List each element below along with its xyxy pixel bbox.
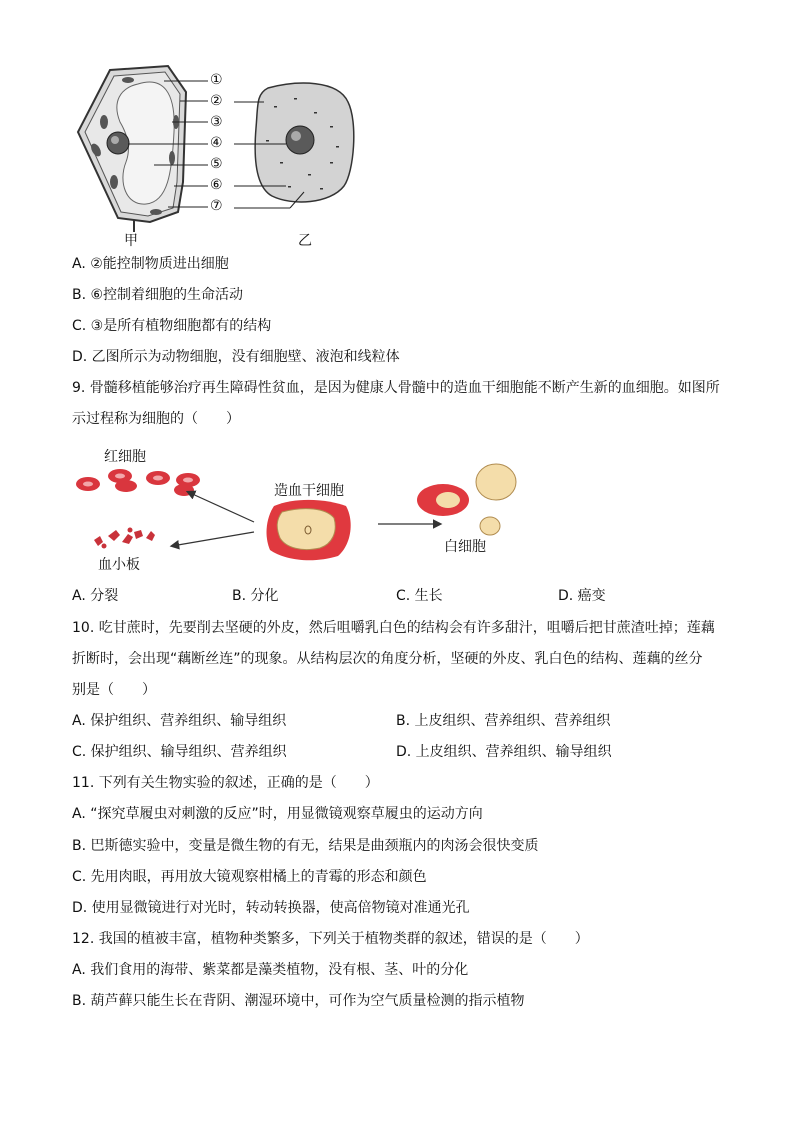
q10-stem-line3: 别是（ ）	[72, 682, 156, 698]
q8-option-a: A. ②能控制物质进出细胞	[72, 256, 229, 272]
q10-option-b: B. 上皮组织、营养组织、营养组织	[396, 713, 611, 729]
marker-4: ④	[210, 135, 223, 151]
q10-option-a: A. 保护组织、营养组织、输导组织	[72, 713, 287, 729]
marker-5: ⑤	[210, 156, 223, 172]
platelet	[122, 534, 133, 544]
q9-stem-line1: 9. 骨髓移植能够治疗再生障碍性贫血，是因为健康人骨髓中的造血干细胞能不断产生新的血细胞。如图所	[72, 380, 720, 396]
q8-option-c: C. ③是所有植物细胞都有的结构	[72, 318, 272, 334]
chloroplast	[110, 175, 118, 189]
q9-option-b: B. 分化	[232, 588, 279, 604]
q11-option-a: A. “探究草履虫对刺激的反应”时，用显微镜观察草履虫的运动方向	[72, 806, 483, 822]
blood-cell-diagram	[68, 440, 548, 578]
chloroplast	[122, 77, 134, 83]
label-platelet: 血小板	[98, 557, 140, 573]
animal-nucleus	[286, 126, 314, 154]
white-blood-cell	[476, 464, 516, 500]
q12-option-a: A. 我们食用的海带、紫菜都是藻类植物，没有根、茎、叶的分化	[72, 962, 469, 978]
q12-stem: 12. 我国的植被丰富，植物种类繁多，下列关于植物类群的叙述，错误的是（ ）	[72, 931, 589, 947]
label-stem-cell: 造血干细胞	[274, 483, 344, 499]
marker-2: ②	[210, 93, 223, 109]
chloroplast	[150, 209, 162, 215]
q10-stem-line2: 折断时，会出现“藕断丝连”的现象。从结构层次的角度分析，坚硬的外皮、乳白色的结构、莲藕的丝分	[72, 651, 703, 667]
label-white-blood-cell: 白细胞	[444, 539, 486, 555]
q8-option-d: D. 乙图所示为动物细胞，没有细胞壁、液泡和线粒体	[72, 349, 400, 365]
marker-3: ③	[210, 114, 223, 130]
q10-option-c: C. 保护组织、输导组织、营养组织	[72, 744, 287, 760]
q9-stem-line2: 示过程称为细胞的（ ）	[72, 411, 240, 427]
marker-1: ①	[210, 72, 223, 88]
q8-option-b: B. ⑥控制着细胞的生命活动	[72, 287, 244, 303]
chloroplast	[169, 151, 175, 165]
label-animal-cell: 乙	[298, 233, 312, 249]
platelet	[134, 530, 143, 539]
q11-stem: 11. 下列有关生物实验的叙述，正确的是（ ）	[72, 775, 379, 791]
q9-option-d: D. 癌变	[558, 588, 606, 604]
q10-option-d: D. 上皮组织、营养组织、输导组织	[396, 744, 612, 760]
label-red-blood-cell: 红细胞	[104, 449, 146, 465]
q10-stem-line1: 10. 吃甘蔗时，先要削去坚硬的外皮，然后咀嚼乳白色的结构会有许多甜汁，咀嚼后把甘蔗渣吐掉；莲藕	[72, 620, 715, 636]
red-blood-cell	[115, 480, 137, 492]
q11-option-b: B. 巴斯德实验中，变量是微生物的有无，结果是曲颈瓶内的肉汤会很快变质	[72, 838, 539, 854]
label-plant-cell: 甲	[124, 233, 138, 249]
platelet	[94, 536, 103, 546]
white-blood-cell	[480, 517, 500, 535]
platelet	[146, 531, 155, 541]
q9-option-a: A. 分裂	[72, 588, 119, 604]
marker-7: ⑦	[210, 198, 223, 214]
q12-option-b: B. 葫芦藓只能生长在背阴、潮湿环境中，可作为空气质量检测的指示植物	[72, 993, 525, 1009]
marker-6: ⑥	[210, 177, 223, 193]
platelet	[108, 530, 120, 541]
plant-nucleus	[107, 132, 129, 154]
q9-option-c: C. 生长	[396, 588, 443, 604]
red-blood-cell	[174, 484, 194, 496]
q11-option-c: C. 先用肉眼，再用放大镜观察柑橘上的青霉的形态和颜色	[72, 869, 427, 885]
chloroplast	[100, 115, 108, 129]
q11-option-d: D. 使用显微镜进行对光时，转动转换器，使高倍物镜对准通光孔	[72, 900, 470, 916]
cell-diagram	[68, 62, 368, 252]
